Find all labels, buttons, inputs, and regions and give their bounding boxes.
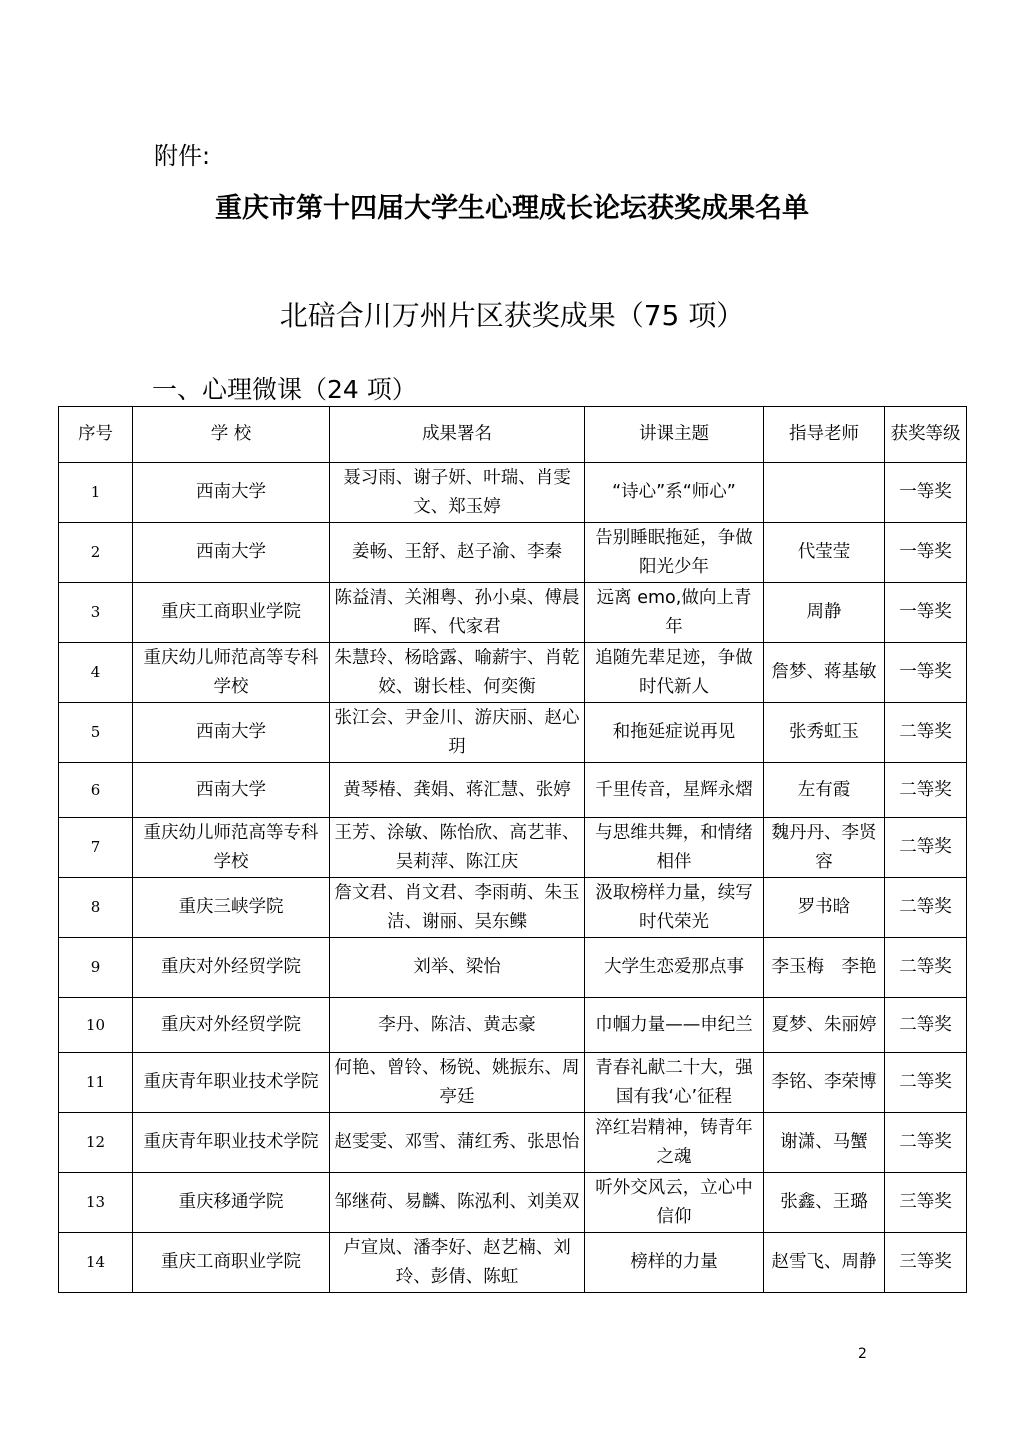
table-row (59, 818, 967, 878)
header-advisor: 指导老师 (764, 407, 885, 463)
table-row (59, 1113, 967, 1173)
table-body (59, 463, 967, 1293)
topic-cell: 听外交风云，立心中信仰 (585, 1173, 764, 1233)
school-cell: 西南大学 (133, 463, 330, 523)
advisor-cell: 周静 (764, 583, 885, 643)
topic-cell: 青春礼献二十大，强国有我‘心’征程 (585, 1053, 764, 1113)
award-cell: 二等奖 (885, 878, 967, 938)
authors-cell: 聂习雨、谢子妍、叶瑞、肖雯文、郑玉婷 (330, 463, 585, 523)
header-authors: 成果署名 (330, 407, 585, 463)
award-cell: 一等奖 (885, 643, 967, 703)
advisor-cell: 赵雪飞、周静 (764, 1233, 885, 1293)
region-title: 北碚合川万州片区获奖成果（75 项） (279, 299, 745, 332)
table-row (59, 583, 967, 643)
topic-cell: 汲取榜样力量，续写时代荣光 (585, 878, 764, 938)
authors-cell: 卢宣岚、潘李好、赵艺楠、刘玲、彭倩、陈虹 (330, 1233, 585, 1293)
advisor-cell: 夏梦、朱丽婷 (764, 998, 885, 1053)
row-number: 2 (59, 523, 133, 583)
advisor-cell: 张鑫、王璐 (764, 1173, 885, 1233)
topic-cell: 和拖延症说再见 (585, 703, 764, 763)
school-cell: 重庆青年职业技术学院 (133, 1113, 330, 1173)
award-cell: 二等奖 (885, 938, 967, 998)
table-row (59, 998, 967, 1053)
school-cell: 重庆幼儿师范高等专科学校 (133, 818, 330, 878)
table-row (59, 523, 967, 583)
school-cell: 重庆幼儿师范高等专科学校 (133, 643, 330, 703)
topic-cell: 巾帼力量——申纪兰 (585, 998, 764, 1053)
authors-cell: 陈益清、关湘粤、孙小桌、傅晨晖、代家君 (330, 583, 585, 643)
topic-cell: 千里传音，星辉永熠 (585, 763, 764, 818)
authors-cell: 邹继荷、易麟、陈泓利、刘美双 (330, 1173, 585, 1233)
advisor-cell: 罗书晗 (764, 878, 885, 938)
topic-cell: 榜样的力量 (585, 1233, 764, 1293)
row-number: 14 (59, 1233, 133, 1293)
table-row (59, 1233, 967, 1293)
row-number: 3 (59, 583, 133, 643)
section-title: 一、心理微课（24 项） (152, 375, 417, 404)
award-cell: 二等奖 (885, 703, 967, 763)
row-number: 1 (59, 463, 133, 523)
header-no: 序号 (59, 407, 133, 463)
authors-cell: 王芳、涂敏、陈怡欣、高艺菲、吴莉萍、陈江庆 (330, 818, 585, 878)
row-number: 10 (59, 998, 133, 1053)
school-cell: 重庆青年职业技术学院 (133, 1053, 330, 1113)
authors-cell: 刘举、梁怡 (330, 938, 585, 998)
topic-cell: 告别睡眠拖延，争做阳光少年 (585, 523, 764, 583)
table-row (59, 763, 967, 818)
school-cell: 西南大学 (133, 523, 330, 583)
school-cell: 重庆工商职业学院 (133, 583, 330, 643)
table-row (59, 643, 967, 703)
topic-cell: 追随先辈足迹，争做时代新人 (585, 643, 764, 703)
advisor-cell: 张秀虹玉 (764, 703, 885, 763)
advisor-cell: 代莹莹 (764, 523, 885, 583)
table-row (59, 463, 967, 523)
row-number: 11 (59, 1053, 133, 1113)
row-number: 6 (59, 763, 133, 818)
row-number: 8 (59, 878, 133, 938)
row-number: 13 (59, 1173, 133, 1233)
advisor-cell: 李铭、李荣博 (764, 1053, 885, 1113)
award-cell: 一等奖 (885, 463, 967, 523)
attachment-label: 附件: (154, 142, 211, 170)
page-number: 2 (858, 1346, 867, 1362)
table-row (59, 938, 967, 998)
award-cell: 二等奖 (885, 1113, 967, 1173)
table-header-row (59, 407, 967, 463)
topic-cell: 淬红岩精神，铸青年之魂 (585, 1113, 764, 1173)
row-number: 5 (59, 703, 133, 763)
school-cell: 西南大学 (133, 703, 330, 763)
award-cell: 二等奖 (885, 818, 967, 878)
award-cell: 二等奖 (885, 1053, 967, 1113)
advisor-cell: 谢潇、马蟹 (764, 1113, 885, 1173)
row-number: 4 (59, 643, 133, 703)
award-cell: 二等奖 (885, 763, 967, 818)
topic-cell: 与思维共舞，和情绪相伴 (585, 818, 764, 878)
header-award: 获奖等级 (885, 407, 967, 463)
authors-cell: 李丹、陈洁、黄志豪 (330, 998, 585, 1053)
award-cell: 三等奖 (885, 1233, 967, 1293)
table-row (59, 1173, 967, 1233)
row-number: 12 (59, 1113, 133, 1173)
document-title: 重庆市第十四届大学生心理成长论坛获奖成果名单 (215, 193, 809, 224)
authors-cell: 姜畅、王舒、赵子渝、李秦 (330, 523, 585, 583)
school-cell: 重庆移通学院 (133, 1173, 330, 1233)
advisor-cell: 詹梦、蒋基敏 (764, 643, 885, 703)
school-cell: 重庆工商职业学院 (133, 1233, 330, 1293)
row-number: 7 (59, 818, 133, 878)
authors-cell: 朱慧玲、杨晗露、喻薪宇、肖乾姣、谢长桂、何奕衡 (330, 643, 585, 703)
row-number: 9 (59, 938, 133, 998)
advisor-cell: 李玉梅 李艳 (764, 938, 885, 998)
table-row (59, 1053, 967, 1113)
advisor-cell (764, 463, 885, 523)
authors-cell: 赵雯雯、邓雪、蒲红秀、张思怡 (330, 1113, 585, 1173)
topic-cell: 大学生恋爱那点事 (585, 938, 764, 998)
table-row (59, 878, 967, 938)
table-row (59, 703, 967, 763)
header-school: 学 校 (133, 407, 330, 463)
authors-cell: 何艳、曾铃、杨锐、姚振东、周亭廷 (330, 1053, 585, 1113)
school-cell: 重庆对外经贸学院 (133, 998, 330, 1053)
award-cell: 二等奖 (885, 998, 967, 1053)
school-cell: 西南大学 (133, 763, 330, 818)
authors-cell: 詹文君、肖文君、李雨萌、朱玉洁、谢丽、吴东鲽 (330, 878, 585, 938)
topic-cell: “诗心”系“师心” (585, 463, 764, 523)
authors-cell: 张江会、尹金川、游庆丽、赵心玥 (330, 703, 585, 763)
school-cell: 重庆三峡学院 (133, 878, 330, 938)
school-cell: 重庆对外经贸学院 (133, 938, 330, 998)
header-topic: 讲课主题 (585, 407, 764, 463)
award-cell: 一等奖 (885, 523, 967, 583)
advisor-cell: 左有霞 (764, 763, 885, 818)
award-cell: 一等奖 (885, 583, 967, 643)
award-cell: 三等奖 (885, 1173, 967, 1233)
topic-cell: 远离 emo,做向上青年 (585, 583, 764, 643)
authors-cell: 黄琴椿、龚娟、蒋汇慧、张婷 (330, 763, 585, 818)
awards-table (58, 406, 967, 1293)
advisor-cell: 魏丹丹、李贤容 (764, 818, 885, 878)
